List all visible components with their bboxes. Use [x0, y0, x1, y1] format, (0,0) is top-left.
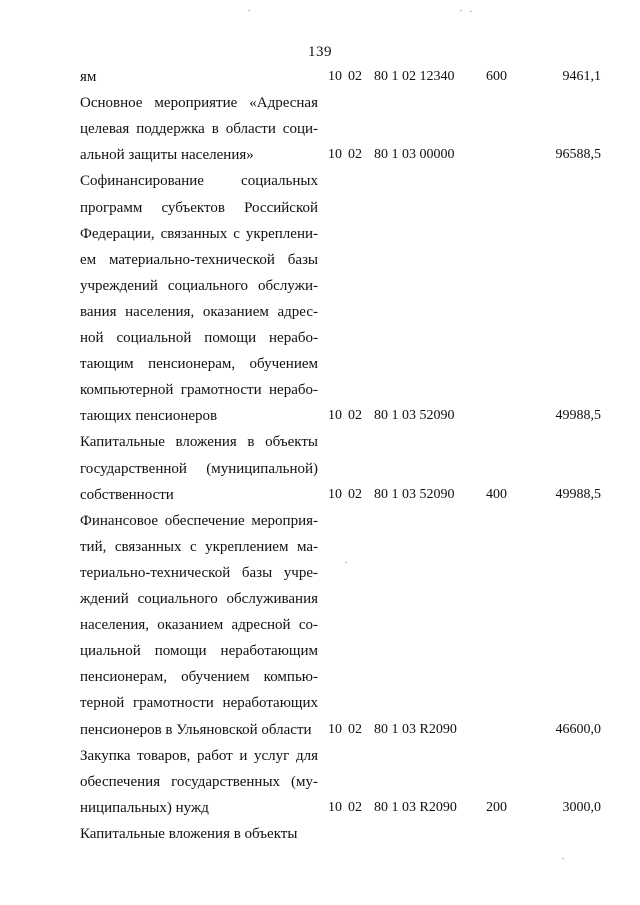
code-section: 10 — [328, 69, 342, 84]
code-subsection: 02 — [348, 799, 362, 815]
row-description-line: альной защиты населения» — [80, 147, 254, 164]
code-section: 10 — [328, 408, 342, 424]
row-description-line: ем материально-технической базы — [80, 251, 318, 268]
code-section: 10 — [328, 799, 342, 815]
code-subsection: 02 — [348, 721, 362, 737]
row-description-line: государственной (муниципальной) — [80, 460, 318, 477]
row-description-line: Закупка товаров, работ и услуг для — [80, 747, 318, 764]
row-description-line: тающих пенсионеров — [80, 408, 218, 425]
row-description-line: тий, связанных с укреплением ма- — [80, 538, 318, 555]
row-classification-code — [328, 486, 516, 504]
code-target-article: 80 1 03 00000 — [374, 147, 455, 163]
scan-speck — [470, 11, 472, 12]
row-description-line: вания населения, оказанием адрес- — [80, 303, 318, 320]
row-description-line: пенсионеров в Ульяновской области — [80, 721, 312, 738]
row-description-line: учреждений социального обслужи- — [80, 277, 318, 294]
row-amount: 96588,5 — [555, 147, 601, 163]
row-amount: 9461,1 — [562, 69, 601, 84]
row-description-line: терной грамотности неработающих — [80, 695, 318, 712]
code-expense-type: 200 — [486, 799, 507, 815]
scan-speck — [248, 10, 250, 11]
row-amount: 49988,5 — [555, 486, 601, 502]
row-amount: 46600,0 — [555, 721, 601, 737]
row-description-line: циальной помощи неработающим — [80, 643, 318, 660]
row-amount: 3000,0 — [562, 799, 601, 815]
row-description-line: собственности — [80, 486, 174, 503]
row-description-line: обеспечения государственных (му- — [80, 773, 318, 790]
code-section: 10 — [328, 147, 342, 163]
code-subsection: 02 — [348, 147, 362, 163]
row-description-line: ждений социального обслуживания — [80, 591, 318, 607]
scan-speck — [562, 858, 564, 859]
code-subsection: 02 — [348, 69, 362, 84]
code-section: 10 — [328, 721, 342, 737]
row-classification-code — [328, 799, 516, 817]
row-description-line: целевая поддержка в области соци- — [80, 121, 318, 138]
row-classification-code — [328, 407, 516, 425]
row-description-line: ям — [80, 69, 97, 85]
row-description-line: пенсионерам, обучением компью- — [80, 669, 318, 686]
row-amount: 49988,5 — [555, 408, 601, 424]
page-number: 139 — [308, 44, 332, 60]
code-target-article: 80 1 02 12340 — [374, 69, 455, 84]
code-subsection: 02 — [348, 408, 362, 424]
row-description-line: Основное мероприятие «Адресная — [80, 95, 318, 112]
code-target-article: 80 1 03 R2090 — [374, 721, 457, 737]
code-expense-type: 600 — [486, 69, 507, 84]
scan-speck — [345, 562, 347, 563]
row-classification-code — [328, 721, 516, 739]
code-target-article: 80 1 03 52090 — [374, 486, 455, 502]
row-description-line: Капитальные вложения в объекты — [80, 825, 298, 842]
row-description-line: териально-технической базы учре- — [80, 564, 318, 581]
code-target-article: 80 1 03 52090 — [374, 408, 455, 424]
row-description-line: ниципальных) нужд — [80, 799, 209, 816]
row-classification-code — [328, 146, 516, 164]
row-description-line: компьютерной грамотности нерабо- — [80, 382, 318, 399]
row-description-line: ной социальной помощи нерабо- — [80, 330, 318, 346]
code-section: 10 — [328, 486, 342, 502]
row-description-line: Софинансирование социальных — [80, 173, 318, 190]
row-description-line: населения, оказанием адресной со- — [80, 617, 318, 634]
row-description-line: программ субъектов Российской — [80, 199, 318, 216]
code-target-article: 80 1 03 R2090 — [374, 799, 457, 815]
row-classification-code — [328, 68, 516, 86]
row-description-line: Федерации, связанных с укреплени- — [80, 225, 318, 242]
row-description-line: тающим пенсионерам, обучением — [80, 356, 318, 373]
code-subsection: 02 — [348, 486, 362, 502]
row-description-line: Капитальные вложения в объекты — [80, 434, 318, 451]
scan-speck — [460, 10, 462, 11]
row-description-line: Финансовое обеспечение мероприя- — [80, 512, 318, 529]
code-expense-type: 400 — [486, 486, 507, 502]
